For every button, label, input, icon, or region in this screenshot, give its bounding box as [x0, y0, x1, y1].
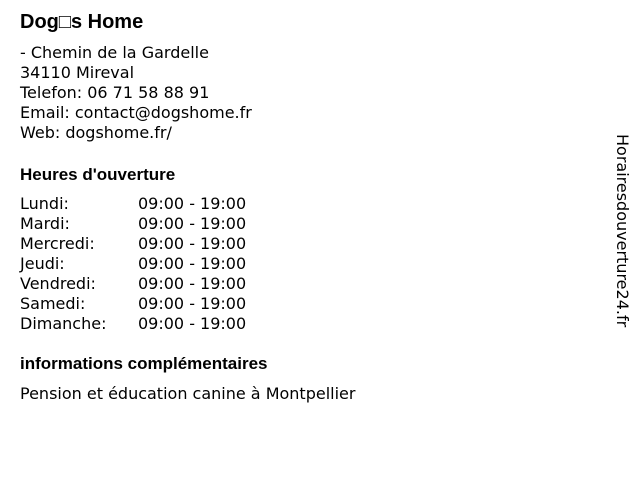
site-watermark: Horairesdouverture24.fr [613, 134, 632, 328]
hours-day: Mercredi: [20, 234, 95, 253]
business-card [20, 10, 600, 404]
opening-hours-table [20, 194, 600, 334]
hours-day: Samedi: [20, 294, 86, 313]
address-block [20, 43, 600, 143]
business-name: Dog□s Home [20, 11, 144, 33]
website: Web: dogshome.fr/ [20, 123, 172, 142]
hours-day: Jeudi: [20, 254, 65, 273]
hours-day: Mardi: [20, 214, 70, 233]
hours-row-tuesday [20, 214, 600, 234]
hours-time: 09:00 - 19:00 [138, 194, 247, 213]
street-address: - Chemin de la Gardelle [20, 43, 209, 62]
hours-time: 09:00 - 19:00 [138, 294, 247, 313]
email-address: Email: contact@dogshome.fr [20, 103, 252, 122]
hours-row-wednesday [20, 234, 600, 254]
hours-row-sunday [20, 314, 600, 334]
hours-row-saturday [20, 294, 600, 314]
hours-day: Lundi: [20, 194, 69, 213]
additional-info-heading: informations complémentaires [20, 354, 268, 373]
hours-day: Vendredi: [20, 274, 96, 293]
hours-time: 09:00 - 19:00 [138, 214, 247, 233]
additional-info-text: Pension et éducation canine à Montpellier [20, 384, 356, 403]
phone-number: Telefon: 06 71 58 88 91 [20, 83, 210, 102]
hours-row-friday [20, 274, 600, 294]
opening-hours-heading: Heures d'ouverture [20, 165, 176, 184]
city-address: 34110 Mireval [20, 63, 135, 82]
hours-row-thursday [20, 254, 600, 274]
hours-row-monday [20, 194, 600, 214]
hours-day: Dimanche: [20, 314, 107, 333]
hours-time: 09:00 - 19:00 [138, 254, 247, 273]
hours-time: 09:00 - 19:00 [138, 274, 247, 293]
hours-time: 09:00 - 19:00 [138, 234, 247, 253]
hours-time: 09:00 - 19:00 [138, 314, 247, 333]
